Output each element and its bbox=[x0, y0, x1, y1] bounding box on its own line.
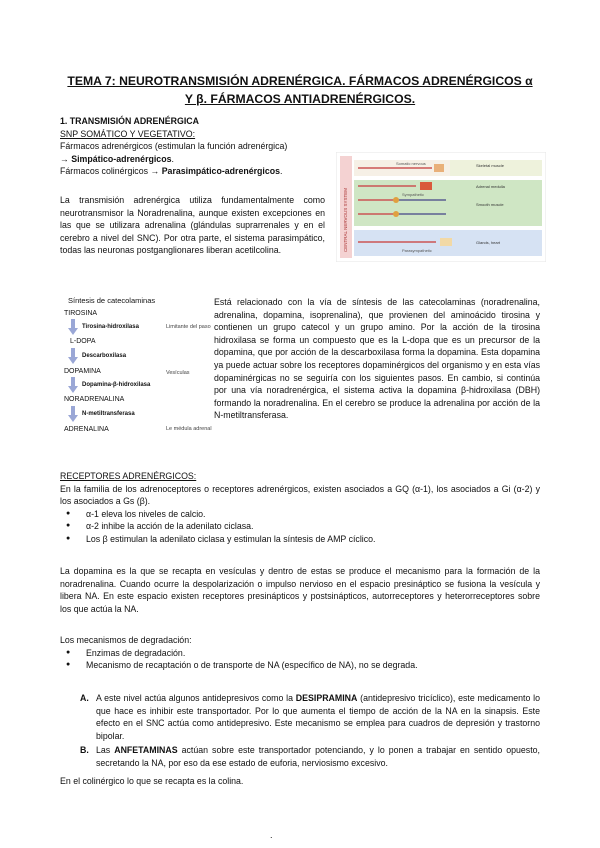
catecholamine-synthesis-diagram bbox=[62, 296, 212, 446]
item-b-body bbox=[96, 744, 540, 769]
nervous-system-figure bbox=[336, 152, 546, 262]
item-b bbox=[60, 744, 540, 769]
muscle-icon bbox=[434, 164, 444, 172]
nervous-system-diagram bbox=[336, 152, 546, 262]
section2-paragraph: Está relacionado con la vía de síntesis de las catecolaminas (noradrenalina, adrenalina, dopamina, isoprenalina), que provienen del aminoácido tirosina y contienen un grupo catecol y un grupo amino. Por la acción de la tirosina hidroxilasa se forma un compuesto que es la L-dopa que es un precursor de la dopamina, que por acción de la descarboxilasa forma la dopamina. Esta dopamina ya puede actuar sobre los receptores dopaminérgicos del organismo y en esta vías dopaminérgicas no se seguiría con los siguientes pasos. En cambio, si continúa por una vía noradrenérgica, el sistema activa la dopamina β-hidroxilasa (DBH) formando la noradrenalina. En el cerebro se produce la adrenalina por acción de la N-metiltransferasa. bbox=[214, 297, 540, 421]
title-line-1: TEMA 7: NEUROTRANSMISIÓN ADRENÉRGICA. FÁRMACOS ADRENÉRGICOS α bbox=[67, 74, 533, 88]
item-a bbox=[60, 692, 540, 742]
receptors-list bbox=[60, 508, 540, 546]
enzyme-tirosina-hidroxilasa: Tirosina-hidroxilasa bbox=[82, 324, 139, 330]
enzyme-n-metiltransferasa: N-metiltransferasa bbox=[82, 411, 135, 417]
item-a-bold: DESIPRAMINA bbox=[295, 693, 358, 703]
final-line: En el colinérgico lo que se recapta es la colina. bbox=[60, 776, 244, 786]
section1-paragraph: La transmisión adrenérgica utiliza fundamentalmente como neurotransmisor la Noradrenalina, aunque existen excepciones en las que se utilizara adrenalina (glándulas suprarrenales y en el cerebro a nivel del SNC). Por otra parte, el sistema parasimpático, todas las neuronas postganglionares liberan acetilcolina. bbox=[60, 195, 325, 256]
gland-icon bbox=[440, 238, 452, 246]
title-line-2: Y β. FÁRMACOS ANTIADRENÉRGICOS. bbox=[184, 92, 416, 106]
row-sympathetic bbox=[354, 180, 542, 226]
receptors-block bbox=[60, 470, 540, 546]
item-a-body bbox=[96, 692, 540, 742]
line-start: Fármacos colinérgicos → bbox=[60, 166, 162, 177]
label-smooth: Smooth muscle bbox=[476, 202, 504, 207]
enzyme-descarboxilasa: Descarboxilasa bbox=[82, 353, 127, 359]
label-skeletal: Skeletal muscle bbox=[476, 163, 505, 168]
list-item: ● Enzimas de degradación. bbox=[60, 647, 540, 660]
list-item: ● α-1 eleva los niveles de calcio. bbox=[60, 508, 540, 521]
section1-heading: 1. TRANSMISIÓN ADRENÉRGICA bbox=[60, 116, 199, 126]
label-row-sympathetic: Sympathetic bbox=[402, 192, 425, 197]
note-medula: Le médula adrenal bbox=[166, 426, 212, 432]
document-title bbox=[60, 72, 540, 108]
item-a-label: A. bbox=[80, 693, 89, 703]
item-a-start: A este nivel actúa algunos antidepresivos como la bbox=[96, 693, 296, 703]
bold-term: Simpático-adrenérgicos bbox=[71, 153, 172, 164]
degradation-list bbox=[60, 647, 540, 672]
section1-subheading: SNP SOMÁTICO Y VEGETATIVO: bbox=[60, 128, 196, 139]
list-item: ● Mecanismo de recaptación o de transporte de NA (específico de NA), no se degrada. bbox=[60, 659, 540, 672]
period: . bbox=[280, 166, 283, 177]
note-limitante: Limitante del paso bbox=[166, 324, 211, 330]
section1-line-3 bbox=[60, 165, 330, 178]
label-glands: Glands, heart bbox=[476, 240, 501, 245]
label-adrenal: Adrenal medulla bbox=[476, 184, 505, 189]
down-arrow-icon bbox=[68, 319, 78, 335]
receptors-paragraph: En la familia de los adrenoceptores o receptores adrenérgicos, existen asociados a GQ (α-1), los asociados a Gi (α-2) y los asociados a Gs (β). bbox=[60, 483, 540, 507]
list-item: ● α-2 inhibe la acción de la adenilato ciclasa. bbox=[60, 520, 540, 533]
period: . bbox=[171, 153, 174, 164]
item-b-bold: ANFETAMINAS bbox=[114, 745, 178, 755]
note-vesiculas: Vesículas bbox=[166, 370, 190, 376]
bold-term: Parasimpático-adrenérgicos bbox=[161, 166, 281, 177]
degradation-block bbox=[60, 634, 540, 672]
step-adrenalina: ADRENALINA bbox=[64, 426, 109, 433]
adrenal-icon bbox=[420, 182, 432, 190]
receptors-heading: RECEPTORES ADRENÉRGICOS: bbox=[60, 471, 197, 481]
enzyme-dbh: Dopamina-β-hidroxilasa bbox=[82, 382, 151, 388]
degradation-heading: Los mecanismos de degradación: bbox=[60, 635, 192, 645]
section1-block bbox=[60, 115, 330, 178]
down-arrow-icon bbox=[68, 377, 78, 393]
item-b-rest: actúan sobre este transportador potenciando, y lo ponen a trabajar en sentido opuesto, secretando la NA, por eso da ese estado de euforia, nerviosismo excesivo. bbox=[96, 745, 540, 768]
dopamine-paragraph: La dopamina es la que se recapta en vesículas y dentro de estas se produce el mecanismo para la formación de la noradrenalina. Cuando ocurre la despolarización o impulso nervioso en el espacio presináptico se fusiona la vesícula y libera NA. En este espacio existen receptores presinápticos y postsinápticos, autorreceptores y heterorreceptores sobre los que actúa la NA. bbox=[60, 566, 540, 614]
arrow-text: → bbox=[60, 153, 72, 164]
item-a-rest: (antidepresivo tricíclico), este medicamento lo que hace es inhibir este transportador. Por lo que aumenta el tiempo de acción de la NA en la sinapsis. Este efecto en el SNC actúa como antidepresivo. Este mecanismo se emplea para cuadros de depresión y trastorno bipolar. bbox=[96, 693, 540, 741]
section1-line-2 bbox=[60, 153, 330, 166]
cns-label: CENTRAL NERVOUS SYSTEM bbox=[343, 187, 348, 252]
down-arrow-icon bbox=[68, 348, 78, 364]
ganglion-2 bbox=[393, 211, 399, 217]
footer-dot: . bbox=[270, 830, 273, 840]
label-row-parasympathetic: Parasympathetic bbox=[402, 248, 432, 253]
item-b-label: B. bbox=[80, 745, 89, 755]
step-noradrenalina: NORADRENALINA bbox=[64, 396, 125, 403]
step-dopamina: DOPAMINA bbox=[64, 368, 101, 375]
list-item: ● Los β estimulan la adenilato ciclasa y estimulan la síntesis de AMP cíclico. bbox=[60, 533, 540, 546]
synthesis-title: Síntesis de catecolaminas bbox=[68, 296, 156, 305]
label-row-somatic: Somatic nervous bbox=[396, 161, 426, 166]
item-b-start: Las bbox=[96, 745, 115, 755]
down-arrow-icon bbox=[68, 406, 78, 422]
section1-line-1: Fármacos adrenérgicos (estimulan la función adrenérgica) bbox=[60, 141, 288, 152]
step-ldopa: L-DOPA bbox=[70, 338, 96, 345]
step-tirosina: TIROSINA bbox=[64, 310, 98, 317]
ganglion-1 bbox=[393, 197, 399, 203]
